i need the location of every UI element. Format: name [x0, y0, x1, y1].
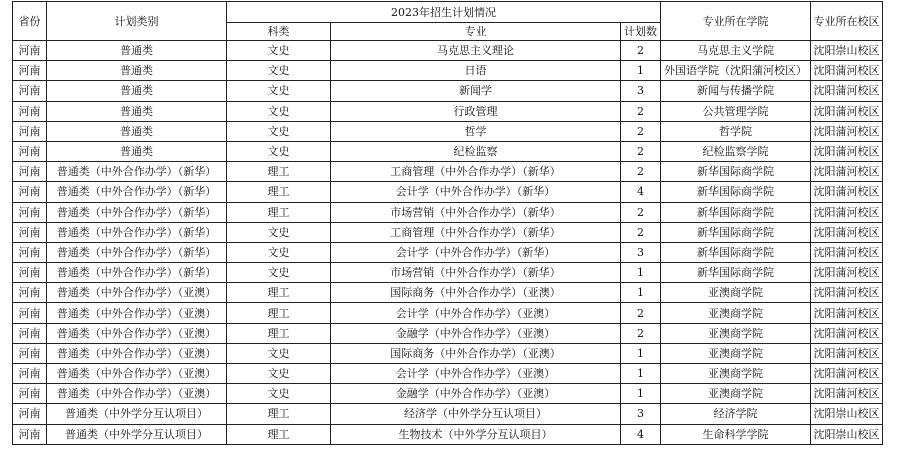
- cell-category: 普通类: [47, 101, 227, 121]
- cell-college: 新华国际商学院: [661, 222, 811, 242]
- header-category: 计划类别: [47, 2, 227, 41]
- cell-subject-type: 理工: [227, 162, 331, 182]
- cell-count: 3: [621, 81, 661, 101]
- cell-college: 新华国际商学院: [661, 263, 811, 283]
- cell-subject-type: 文史: [227, 41, 331, 61]
- cell-category: 普通类: [47, 61, 227, 81]
- cell-subject-type: 文史: [227, 384, 331, 404]
- cell-count: 1: [621, 283, 661, 303]
- cell-college: 亚澳商学院: [661, 323, 811, 343]
- cell-major: 会计学（中外合作办学）（新华）: [331, 242, 621, 262]
- cell-campus: 沈阳蒲河校区: [811, 162, 883, 182]
- cell-subject-type: 文史: [227, 101, 331, 121]
- header-campus: 专业所在校区: [811, 2, 883, 41]
- enrollment-plan-table: [12, 1, 883, 445]
- table-row: [13, 61, 883, 81]
- cell-count: 3: [621, 404, 661, 424]
- table-row: [13, 121, 883, 141]
- cell-college: 外国语学院（沈阳蒲河校区）: [661, 61, 811, 81]
- cell-campus: 沈阳崇山校区: [811, 424, 883, 444]
- cell-province: 河南: [13, 364, 47, 384]
- table-row: [13, 263, 883, 283]
- cell-province: 河南: [13, 263, 47, 283]
- cell-major: 会计学（中外合作办学）（新华）: [331, 182, 621, 202]
- cell-college: 亚澳商学院: [661, 364, 811, 384]
- cell-count: 2: [621, 202, 661, 222]
- cell-count: 2: [621, 303, 661, 323]
- cell-province: 河南: [13, 323, 47, 343]
- cell-college: 新华国际商学院: [661, 182, 811, 202]
- cell-major: 会计学（中外合作办学）（亚澳）: [331, 364, 621, 384]
- cell-college: 马克思主义学院: [661, 41, 811, 61]
- cell-campus: 沈阳蒲河校区: [811, 323, 883, 343]
- cell-category: 普通类（中外学分互认项目）: [47, 404, 227, 424]
- table-body: [13, 41, 883, 445]
- cell-college: 亚澳商学院: [661, 283, 811, 303]
- cell-campus: 沈阳蒲河校区: [811, 343, 883, 363]
- cell-campus: 沈阳蒲河校区: [811, 61, 883, 81]
- cell-campus: 沈阳蒲河校区: [811, 182, 883, 202]
- cell-province: 河南: [13, 81, 47, 101]
- cell-campus: 沈阳蒲河校区: [811, 364, 883, 384]
- cell-college: 哲学院: [661, 121, 811, 141]
- cell-subject-type: 文史: [227, 263, 331, 283]
- cell-category: 普通类（中外合作办学）（亚澳）: [47, 303, 227, 323]
- cell-province: 河南: [13, 222, 47, 242]
- cell-college: 公共管理学院: [661, 101, 811, 121]
- header-province: 省份: [13, 2, 47, 41]
- table-row: [13, 101, 883, 121]
- cell-province: 河南: [13, 121, 47, 141]
- cell-major: 行政管理: [331, 101, 621, 121]
- cell-subject-type: 理工: [227, 323, 331, 343]
- cell-category: 普通类（中外合作办学）（亚澳）: [47, 283, 227, 303]
- cell-major: 纪检监察: [331, 141, 621, 161]
- cell-province: 河南: [13, 343, 47, 363]
- cell-campus: 沈阳蒲河校区: [811, 141, 883, 161]
- cell-province: 河南: [13, 141, 47, 161]
- cell-college: 新华国际商学院: [661, 162, 811, 182]
- header-count: 计划数: [621, 23, 661, 41]
- cell-college: 新华国际商学院: [661, 242, 811, 262]
- cell-campus: 沈阳蒲河校区: [811, 202, 883, 222]
- cell-category: 普通类（中外合作办学）（亚澳）: [47, 343, 227, 363]
- cell-major: 马克思主义理论: [331, 41, 621, 61]
- table-row: [13, 222, 883, 242]
- cell-province: 河南: [13, 182, 47, 202]
- cell-campus: 沈阳崇山校区: [811, 404, 883, 424]
- cell-subject-type: 文史: [227, 141, 331, 161]
- cell-major: 金融学（中外合作办学）（亚澳）: [331, 323, 621, 343]
- cell-college: 新闻与传播学院: [661, 81, 811, 101]
- cell-count: 2: [621, 162, 661, 182]
- cell-subject-type: 理工: [227, 404, 331, 424]
- cell-campus: 沈阳蒲河校区: [811, 242, 883, 262]
- cell-subject-type: 理工: [227, 303, 331, 323]
- cell-college: 亚澳商学院: [661, 303, 811, 323]
- cell-campus: 沈阳蒲河校区: [811, 263, 883, 283]
- cell-major: 哲学: [331, 121, 621, 141]
- cell-campus: 沈阳蒲河校区: [811, 222, 883, 242]
- table-row: [13, 303, 883, 323]
- cell-category: 普通类: [47, 141, 227, 161]
- cell-college: 纪检监察学院: [661, 141, 811, 161]
- cell-category: 普通类（中外合作办学）（新华）: [47, 263, 227, 283]
- cell-major: 国际商务（中外合作办学）（亚澳）: [331, 343, 621, 363]
- cell-campus: 沈阳蒲河校区: [811, 81, 883, 101]
- cell-category: 普通类: [47, 41, 227, 61]
- cell-count: 2: [621, 101, 661, 121]
- cell-campus: 沈阳蒲河校区: [811, 303, 883, 323]
- cell-count: 2: [621, 41, 661, 61]
- cell-subject-type: 文史: [227, 242, 331, 262]
- cell-province: 河南: [13, 61, 47, 81]
- cell-category: 普通类（中外合作办学）（新华）: [47, 162, 227, 182]
- cell-count: 2: [621, 141, 661, 161]
- cell-subject-type: 文史: [227, 343, 331, 363]
- cell-count: 1: [621, 384, 661, 404]
- cell-category: 普通类（中外合作办学）（新华）: [47, 222, 227, 242]
- cell-campus: 沈阳蒲河校区: [811, 384, 883, 404]
- table-row: [13, 323, 883, 343]
- cell-college: 经济学院: [661, 404, 811, 424]
- cell-count: 4: [621, 182, 661, 202]
- cell-subject-type: 理工: [227, 202, 331, 222]
- cell-major: 工商管理（中外合作办学）（新华）: [331, 222, 621, 242]
- cell-major: 市场营销（中外合作办学）（新华）: [331, 263, 621, 283]
- cell-major: 新闻学: [331, 81, 621, 101]
- cell-major: 会计学（中外合作办学）（亚澳）: [331, 303, 621, 323]
- table-row: [13, 424, 883, 444]
- cell-province: 河南: [13, 101, 47, 121]
- cell-category: 普通类（中外合作办学）（亚澳）: [47, 384, 227, 404]
- cell-subject-type: 文史: [227, 121, 331, 141]
- cell-college: 生命科学学院: [661, 424, 811, 444]
- cell-count: 4: [621, 424, 661, 444]
- cell-college: 新华国际商学院: [661, 202, 811, 222]
- cell-category: 普通类: [47, 81, 227, 101]
- header-major: 专业: [331, 23, 621, 41]
- cell-province: 河南: [13, 283, 47, 303]
- table-row: [13, 404, 883, 424]
- cell-major: 经济学（中外学分互认项目）: [331, 404, 621, 424]
- cell-category: 普通类（中外合作办学）（新华）: [47, 182, 227, 202]
- cell-count: 2: [621, 121, 661, 141]
- cell-province: 河南: [13, 162, 47, 182]
- cell-province: 河南: [13, 424, 47, 444]
- cell-category: 普通类（中外合作办学）（亚澳）: [47, 323, 227, 343]
- table-row: [13, 283, 883, 303]
- cell-subject-type: 理工: [227, 182, 331, 202]
- cell-subject-type: 文史: [227, 81, 331, 101]
- table-row: [13, 343, 883, 363]
- cell-subject-type: 理工: [227, 283, 331, 303]
- cell-province: 河南: [13, 384, 47, 404]
- cell-major: 金融学（中外合作办学）（亚澳）: [331, 384, 621, 404]
- cell-campus: 沈阳蒲河校区: [811, 121, 883, 141]
- cell-campus: 沈阳蒲河校区: [811, 101, 883, 121]
- cell-category: 普通类（中外合作办学）（新华）: [47, 202, 227, 222]
- cell-campus: 沈阳崇山校区: [811, 41, 883, 61]
- cell-campus: 沈阳蒲河校区: [811, 283, 883, 303]
- cell-major: 市场营销（中外合作办学）（新华）: [331, 202, 621, 222]
- cell-count: 2: [621, 323, 661, 343]
- header-plan-group: 2023年招生计划情况: [227, 2, 661, 23]
- cell-subject-type: 理工: [227, 424, 331, 444]
- cell-category: 普通类（中外合作办学）（新华）: [47, 242, 227, 262]
- cell-category: 普通类: [47, 121, 227, 141]
- cell-count: 1: [621, 343, 661, 363]
- cell-category: 普通类（中外学分互认项目）: [47, 424, 227, 444]
- cell-province: 河南: [13, 202, 47, 222]
- table-row: [13, 242, 883, 262]
- cell-major: 日语: [331, 61, 621, 81]
- table-row: [13, 202, 883, 222]
- table-row: [13, 162, 883, 182]
- cell-province: 河南: [13, 404, 47, 424]
- header-college: 专业所在学院: [661, 2, 811, 41]
- cell-count: 1: [621, 61, 661, 81]
- cell-count: 2: [621, 222, 661, 242]
- header-subject-type: 科类: [227, 23, 331, 41]
- header-row-top: [13, 2, 883, 23]
- cell-major: 工商管理（中外合作办学）（新华）: [331, 162, 621, 182]
- cell-province: 河南: [13, 242, 47, 262]
- cell-college: 亚澳商学院: [661, 343, 811, 363]
- cell-major: 国际商务（中外合作办学）（亚澳）: [331, 283, 621, 303]
- table-row: [13, 141, 883, 161]
- table-row: [13, 364, 883, 384]
- table-row: [13, 41, 883, 61]
- table-row: [13, 182, 883, 202]
- table-row: [13, 81, 883, 101]
- cell-subject-type: 文史: [227, 222, 331, 242]
- table-row: [13, 384, 883, 404]
- cell-count: 1: [621, 364, 661, 384]
- cell-subject-type: 文史: [227, 61, 331, 81]
- cell-subject-type: 文史: [227, 364, 331, 384]
- cell-major: 生物技术（中外学分互认项目）: [331, 424, 621, 444]
- cell-count: 3: [621, 242, 661, 262]
- cell-province: 河南: [13, 41, 47, 61]
- cell-province: 河南: [13, 303, 47, 323]
- cell-category: 普通类（中外合作办学）（亚澳）: [47, 364, 227, 384]
- cell-college: 亚澳商学院: [661, 384, 811, 404]
- cell-count: 1: [621, 263, 661, 283]
